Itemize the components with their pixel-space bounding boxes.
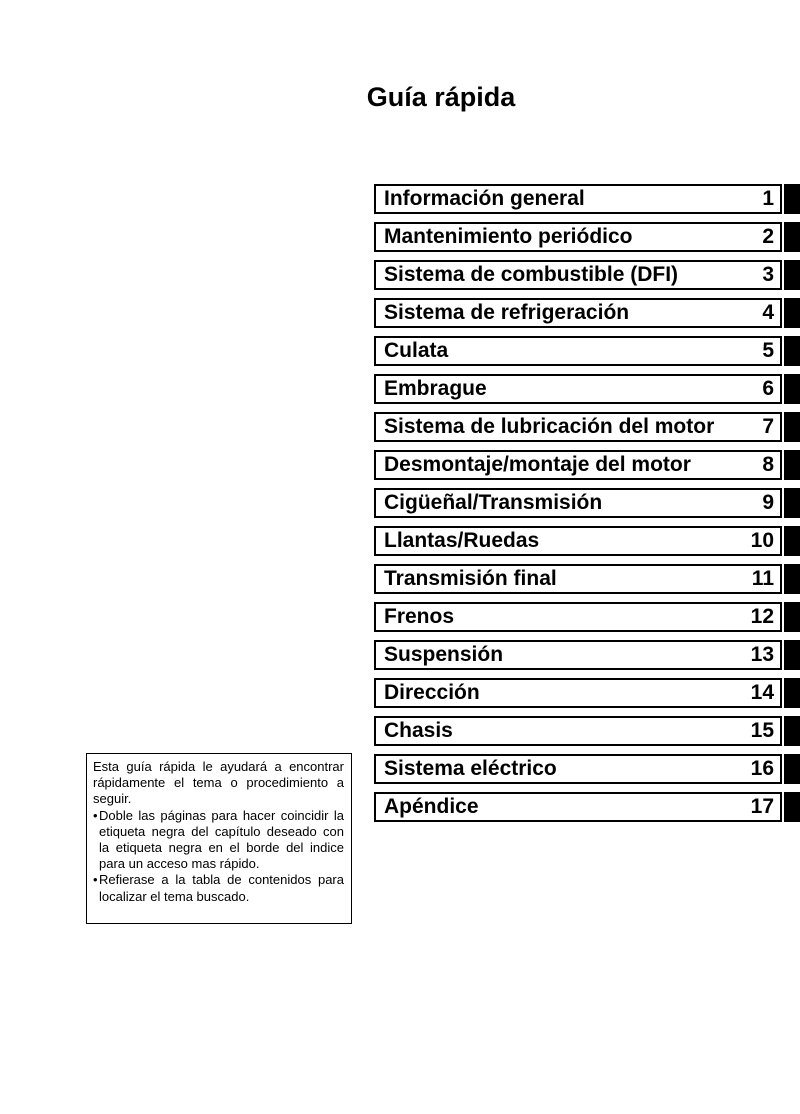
toc-row [374, 792, 800, 822]
toc-item-label: Frenos [384, 605, 455, 628]
toc-item-number: 3 [762, 263, 774, 286]
toc-row [374, 184, 800, 214]
chapter-tab-marker [784, 526, 800, 556]
chapter-tab-marker [784, 184, 800, 214]
toc-item-number: 11 [751, 567, 774, 590]
toc-item-number: 16 [750, 757, 774, 780]
toc-item-chasis[interactable] [374, 716, 782, 746]
toc-row [374, 754, 800, 784]
toc-item-label: Desmontaje/montaje del motor [384, 453, 691, 476]
help-bullet-item [93, 872, 344, 904]
toc-item-number: 14 [750, 681, 774, 704]
toc-item-label: Dirección [384, 681, 480, 704]
help-bullet-text: Refierase a la tabla de contenidos para localizar el tema buscado. [99, 872, 344, 904]
toc-item-ciguenal-transmision[interactable] [374, 488, 782, 518]
toc-row [374, 602, 800, 632]
toc-item-number: 4 [762, 301, 774, 324]
toc-row [374, 298, 800, 328]
toc-row [374, 260, 800, 290]
chapter-tab-marker [784, 678, 800, 708]
toc-item-number: 6 [762, 377, 774, 400]
chapter-tab-marker [784, 260, 800, 290]
toc-item-culata[interactable] [374, 336, 782, 366]
toc-row [374, 678, 800, 708]
toc-item-number: 7 [762, 415, 774, 438]
toc-item-number: 9 [762, 491, 774, 514]
toc-item-lubricacion-motor[interactable] [374, 412, 782, 442]
toc-row [374, 488, 800, 518]
chapter-tab-marker [784, 716, 800, 746]
toc-row [374, 526, 800, 556]
toc-item-suspension[interactable] [374, 640, 782, 670]
toc-row [374, 450, 800, 480]
toc-item-label: Cigüeñal/Transmisión [384, 491, 603, 514]
toc-row [374, 374, 800, 404]
toc-item-label: Sistema de combustible (DFI) [384, 263, 679, 286]
toc-item-apendice[interactable] [374, 792, 782, 822]
toc-item-mantenimiento-periodico[interactable] [374, 222, 782, 252]
quick-guide-index [374, 184, 800, 830]
bullet-icon: • [93, 807, 98, 823]
toc-item-number: 5 [762, 339, 774, 362]
chapter-tab-marker [784, 564, 800, 594]
toc-item-sistema-combustible[interactable] [374, 260, 782, 290]
toc-item-label: Embrague [384, 377, 487, 400]
toc-item-sistema-refrigeracion[interactable] [374, 298, 782, 328]
toc-item-direccion[interactable] [374, 678, 782, 708]
toc-item-number: 10 [750, 529, 774, 552]
toc-item-label: Llantas/Ruedas [384, 529, 540, 552]
toc-item-number: 12 [750, 605, 774, 628]
chapter-tab-marker [784, 412, 800, 442]
toc-row [374, 222, 800, 252]
toc-item-number: 15 [750, 719, 774, 742]
chapter-tab-marker [784, 374, 800, 404]
chapter-tab-marker [784, 336, 800, 366]
toc-row [374, 412, 800, 442]
chapter-tab-marker [784, 488, 800, 518]
help-bullet-item [93, 808, 344, 873]
toc-item-label: Sistema de lubricación del motor [384, 415, 715, 438]
toc-item-label: Transmisión final [384, 567, 557, 590]
chapter-tab-marker [784, 602, 800, 632]
chapter-tab-marker [784, 298, 800, 328]
toc-item-sistema-electrico[interactable] [374, 754, 782, 784]
toc-item-number: 2 [762, 225, 774, 248]
toc-item-number: 8 [762, 453, 774, 476]
toc-row [374, 564, 800, 594]
toc-item-label: Mantenimiento periódico [384, 225, 633, 248]
chapter-tab-marker [784, 792, 800, 822]
help-note-box [86, 753, 352, 924]
toc-item-label: Sistema eléctrico [384, 757, 557, 780]
bullet-icon: • [93, 872, 98, 888]
toc-item-transmision-final[interactable] [374, 564, 782, 594]
chapter-tab-marker [784, 222, 800, 252]
toc-item-label: Apéndice [384, 795, 479, 818]
toc-item-embrague[interactable] [374, 374, 782, 404]
toc-item-label: Sistema de refrigeración [384, 301, 630, 324]
toc-item-label: Información general [384, 187, 585, 210]
chapter-tab-marker [784, 640, 800, 670]
page-title: Guía rápida [366, 82, 516, 112]
toc-item-desmontaje-montaje-motor[interactable] [374, 450, 782, 480]
help-intro-text: Esta guía rápida le ayudará a encontrar rápidamente el tema o procedimiento a seguir. [93, 759, 344, 807]
toc-item-llantas-ruedas[interactable] [374, 526, 782, 556]
toc-row [374, 716, 800, 746]
chapter-tab-marker [784, 450, 800, 480]
toc-item-label: Suspensión [384, 643, 504, 666]
toc-item-informacion-general[interactable] [374, 184, 782, 214]
toc-item-number: 17 [750, 795, 774, 818]
toc-row [374, 336, 800, 366]
toc-item-label: Culata [384, 339, 449, 362]
toc-item-label: Chasis [384, 719, 453, 742]
toc-row [374, 640, 800, 670]
toc-item-number: 1 [762, 187, 774, 210]
chapter-tab-marker [784, 754, 800, 784]
toc-item-number: 13 [750, 643, 774, 666]
help-bullet-text: Doble las páginas para hacer coincidir la etiqueta negra del capítulo deseado con la etiqueta negra en el borde del indice para un acceso mas rápido. [99, 807, 344, 872]
toc-item-frenos[interactable] [374, 602, 782, 632]
